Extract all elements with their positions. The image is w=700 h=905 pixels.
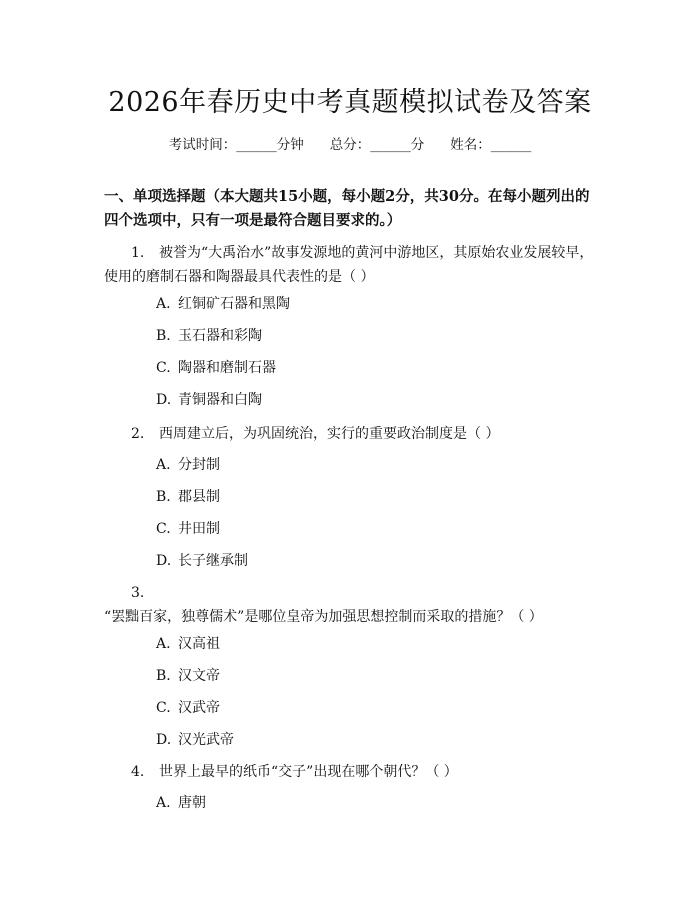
- question-4: [104, 760, 594, 784]
- option-text: 陶器和磨制石器: [178, 360, 276, 376]
- option-3b: [156, 666, 220, 686]
- exam-info-line: [0, 133, 700, 153]
- option-text: 分封制: [178, 457, 220, 473]
- option-label: D.: [156, 392, 172, 408]
- option-text: 唐朝: [178, 795, 206, 811]
- question-3: [104, 581, 594, 629]
- question-text: 西周建立后，为巩固统治，实行的重要政治制度是（ ）: [159, 426, 500, 442]
- option-2d: [156, 551, 248, 571]
- option-text: 汉光武帝: [178, 732, 234, 748]
- option-text: 汉文帝: [178, 668, 220, 684]
- option-label: C.: [156, 360, 171, 376]
- option-text: 郡县制: [178, 489, 220, 505]
- option-label: C.: [156, 700, 171, 716]
- option-text: 长子继承制: [178, 553, 248, 569]
- question-2: [104, 422, 594, 446]
- option-label: B.: [156, 328, 171, 344]
- option-text: 井田制: [178, 521, 220, 537]
- option-label: A.: [156, 795, 171, 811]
- option-label: A.: [156, 457, 171, 473]
- option-label: D.: [156, 732, 172, 748]
- option-text: 汉高祖: [178, 636, 220, 652]
- option-2b: [156, 487, 220, 507]
- question-number: 4.: [131, 764, 145, 780]
- option-text: 玉石器和彩陶: [178, 328, 262, 344]
- question-1: [104, 241, 594, 289]
- option-1b: [156, 326, 262, 346]
- option-1d: [156, 390, 262, 410]
- total-score-field: 总分：______分: [329, 137, 425, 153]
- question-number: 3.: [131, 585, 145, 601]
- option-3c: [156, 698, 220, 718]
- option-label: B.: [156, 668, 171, 684]
- option-1a: [156, 294, 290, 314]
- question-text: 被誉为“大禹治水”故事发源地的黄河中游地区，其原始农业发展较早，使用的磨制石器和陶器最具代表性的是（ ）: [104, 245, 594, 285]
- section-heading: 一、单项选择题（本大题共15小题，每小题2分，共30分。在每小题列出的四个选项中，只有一项是最符合题目要求的。）: [104, 188, 590, 229]
- question-number: 1.: [131, 245, 145, 261]
- option-label: D.: [156, 553, 172, 569]
- option-label: C.: [156, 521, 171, 537]
- option-text: 青铜器和白陶: [178, 392, 262, 408]
- option-3d: [156, 730, 234, 750]
- option-text: 汉武帝: [178, 700, 220, 716]
- option-1c: [156, 358, 276, 378]
- option-2a: [156, 455, 220, 475]
- student-name-field: 姓名：______: [450, 137, 532, 153]
- question-number: 2.: [131, 426, 145, 442]
- exam-time-field: 考试时间：______分钟: [168, 137, 304, 153]
- option-label: B.: [156, 489, 171, 505]
- option-label: A.: [156, 636, 171, 652]
- option-4a: [156, 793, 206, 813]
- question-text: “罢黜百家，独尊儒术”是哪位皇帝为加强思想控制而采取的措施？（ ）: [104, 609, 543, 625]
- option-2c: [156, 519, 220, 539]
- option-3a: [156, 634, 220, 654]
- page-title: 2026年春历史中考真题模拟试卷及答案: [108, 87, 592, 118]
- option-label: A.: [156, 296, 171, 312]
- option-text: 红铜矿石器和黑陶: [178, 296, 290, 312]
- question-text: 世界上最早的纸币“交子”出现在哪个朝代？（ ）: [159, 764, 458, 780]
